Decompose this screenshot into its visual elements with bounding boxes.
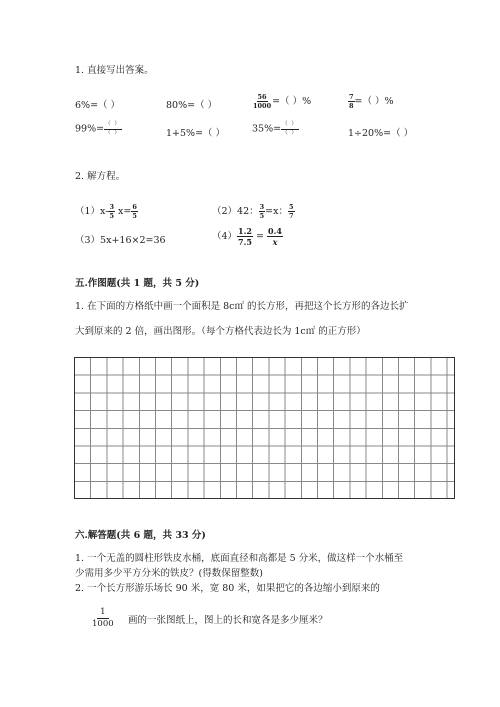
q2-eq2-f1-den: 5 — [259, 212, 265, 220]
q2-eq1-f2-num: 6 — [132, 202, 137, 211]
q1-r2-a-num: （ ） — [104, 122, 122, 130]
s5-paragraph-line1: 1. 在下面的方格纸中画一个面积是 8c㎡ 的长方形，再把这个长方形的各边长扩 — [75, 301, 409, 312]
q2-eq1-f1-den: 5 — [109, 212, 114, 220]
s6-fraction-num: 1 — [97, 607, 108, 619]
q1-r1-c — [252, 93, 311, 110]
s5-paragraph-line2: 大到原来的 2 倍，画出图形。（每个方格代表边长为 1c㎡ 的正方形） — [75, 326, 366, 337]
s6-q2-line2: 画的一张图纸上，图上的长和宽各是多少厘米？ — [128, 615, 328, 626]
q2-eq4-mid: = — [256, 231, 264, 242]
q1-r2-c-num: （ ） — [281, 122, 299, 130]
q1-r1-c-num: 56 — [257, 92, 267, 101]
q2-eq2-f2-num: 5 — [289, 202, 294, 211]
q1-r1-d — [348, 93, 394, 110]
q1-r2-a-pre: 99%= — [75, 123, 105, 135]
q2-eq4-f2-den: x — [272, 237, 278, 247]
q1-r2-d: 1÷20%=（ ） — [348, 128, 414, 139]
q1-r1-c-den: 1000 — [253, 102, 272, 110]
q1-r2-b: 1+5%=（ ） — [166, 128, 226, 139]
section5-heading: 五.作图题(共 1 题，共 5 分) — [75, 278, 200, 289]
s6-q2-fraction — [89, 607, 117, 629]
q2-eq3: （3）5x+16×2=36 — [75, 235, 166, 246]
q1-r1-b: 80%=（ ） — [166, 100, 218, 111]
q1-r2-c — [252, 122, 299, 136]
q1-r1-d-den: 8 — [349, 102, 354, 110]
q2-eq1 — [75, 203, 138, 220]
q1-r2-c-pre: 35%= — [252, 123, 282, 135]
q2-eq1-mid: x= — [118, 206, 132, 217]
s6-q2-line1: 2. 一个长方形游乐场长 90 米，宽 80 米，如果把它的各边缩小到原来的 — [75, 583, 380, 594]
q1-title: 1. 直接写出答案。 — [75, 65, 154, 76]
s6-q1-line1: 1. 一个无盖的圆柱形铁皮水桶，底面直径和高都是 5 分米，做这样一个水桶至 — [75, 553, 404, 564]
q2-eq2-f1-num: 3 — [259, 202, 265, 211]
q2-eq1-f1-num: 3 — [109, 202, 114, 211]
q2-eq2-f2-den: 7 — [289, 212, 294, 220]
section6-heading: 六.解答题(共 6 题，共 33 分) — [75, 530, 206, 541]
q2-title: 2. 解方程。 — [75, 171, 126, 182]
q2-eq2 — [212, 203, 295, 220]
drawing-grid[interactable] — [74, 357, 455, 499]
s6-fraction-den: 1000 — [92, 618, 114, 629]
q1-r1-c-rest: =（ ）% — [272, 96, 312, 107]
q1-r1-d-rest: =（ ）% — [354, 96, 394, 107]
q2-eq4-f2-num: 0.4 — [268, 226, 282, 236]
q2-eq2-pre: （2）42： — [212, 206, 259, 217]
q2-eq4-pre: （4） — [212, 231, 238, 242]
q2-eq1-pre: （1）x- — [75, 206, 109, 217]
q2-eq2-mid: =x： — [265, 206, 288, 217]
s6-q1-line2: 少需用多少平方分米的铁皮？(得数保留整数) — [75, 568, 263, 579]
q1-r1-d-num: 7 — [349, 92, 354, 101]
q2-eq4-f1-num: 1.2 — [238, 226, 252, 236]
q2-eq4-f1-den: 7.5 — [238, 237, 252, 247]
q2-eq1-f2-den: 5 — [132, 212, 137, 220]
q2-eq4 — [212, 227, 283, 246]
q1-r2-a-den: （ ） — [105, 129, 121, 136]
q1-r1-a: 6%=（ ） — [75, 100, 121, 111]
q1-r2-c-den: （ ） — [282, 129, 298, 136]
q1-r2-a — [75, 122, 122, 136]
